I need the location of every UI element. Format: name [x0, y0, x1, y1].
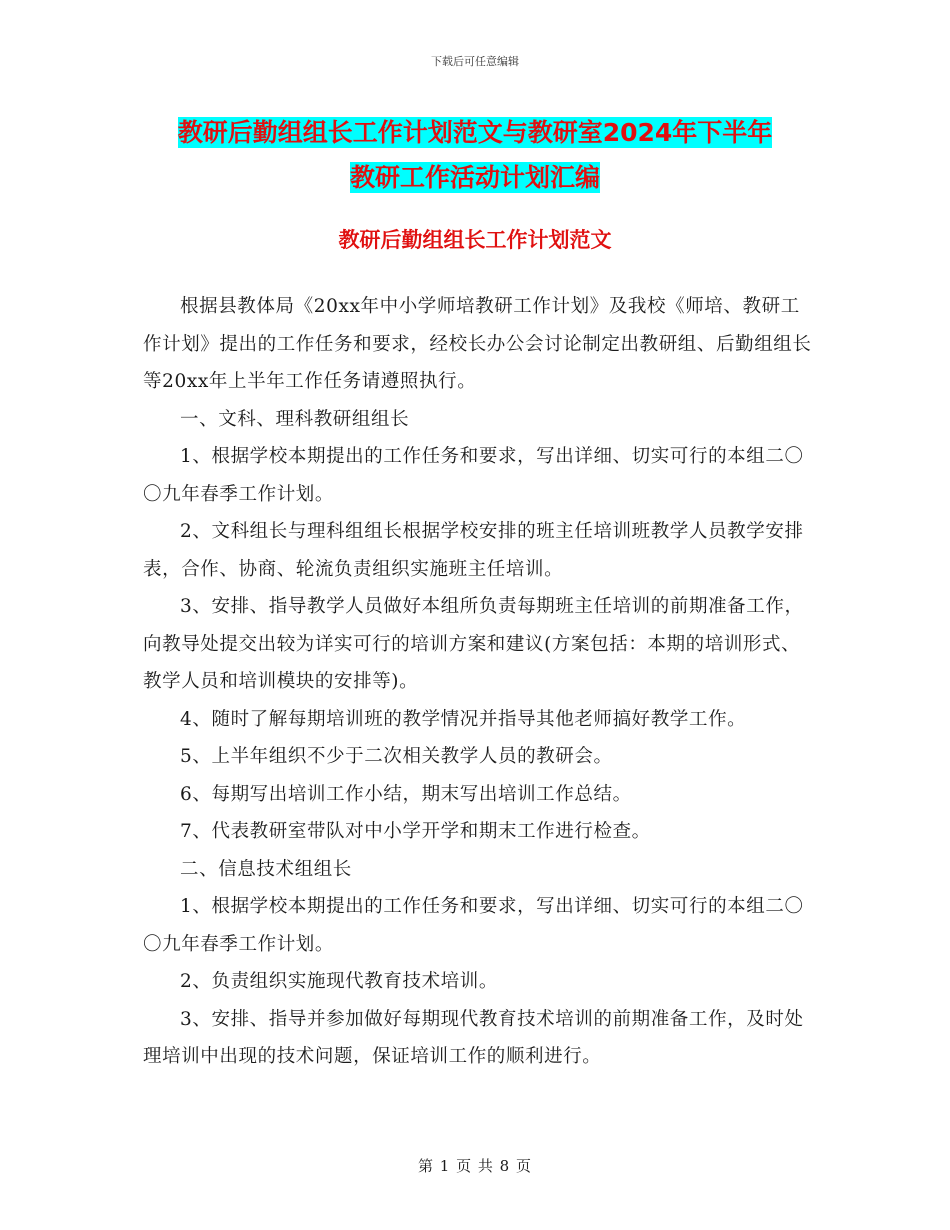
paragraph: 1、根据学校本期提出的工作任务和要求，写出详细、切实可行的本组二〇〇九年春季工作计划。 [143, 896, 804, 955]
document-body [143, 288, 815, 1076]
title-line-1: 教研后勤组组长工作计划范文与教研室2024年下半年 [177, 118, 773, 147]
page-footer: 第 1 页 共 8 页 [418, 1157, 532, 1175]
paragraph: 一、文科、理科教研组组长 [180, 408, 410, 430]
title-line-2: 教研工作活动计划汇编 [349, 163, 600, 192]
header-note: 下载后可任意编辑 [431, 55, 519, 68]
paragraph: 2、文科组长与理科组组长根据学校安排的班主任培训班教学人员教学安排表，合作、协商、轮流负责组织实施班主任培训。 [143, 521, 804, 580]
paragraph: 二、信息技术组组长 [180, 858, 352, 880]
paragraph: 3、安排、指导并参加做好每期现代教育技术培训的前期准备工作，及时处理培训中出现的技术问题，保证培训工作的顺利进行。 [143, 1008, 804, 1067]
paragraph: 7、代表教研室带队对中小学开学和期末工作进行检查。 [180, 821, 651, 842]
paragraph: 根据县教体局《20xx年中小学师培教研工作计划》及我校《师培、教研工作计划》提出的工作任务和要求，经校长办公会讨论制定出教研组、后勤组组长等20xx年上半年工作任务请遵照执行。 [143, 296, 812, 392]
paragraph: 6、每期写出培训工作小结，期末写出培训工作总结。 [180, 783, 632, 805]
paragraph: 4、随时了解每期培训班的教学情况并指导其他老师搞好教学工作。 [180, 708, 747, 730]
document-title [0, 110, 950, 200]
paragraph: 3、安排、指导教学人员做好本组所负责每期班主任培训的前期准备工作，向教导处提交出较为详实可行的培训方案和建议(方案包括：本期的培训形式、教学人员和培训模块的安排等)。 [143, 596, 804, 692]
section-title: 教研后勤组组长工作计划范文 [338, 228, 612, 252]
paragraph: 1、根据学校本期提出的工作任务和要求，写出详细、切实可行的本组二〇〇九年春季工作计划。 [143, 446, 804, 505]
paragraph: 2、负责组织实施现代教育技术培训。 [180, 971, 498, 992]
paragraph: 5、上半年组织不少于二次相关教学人员的教研会。 [180, 746, 613, 767]
